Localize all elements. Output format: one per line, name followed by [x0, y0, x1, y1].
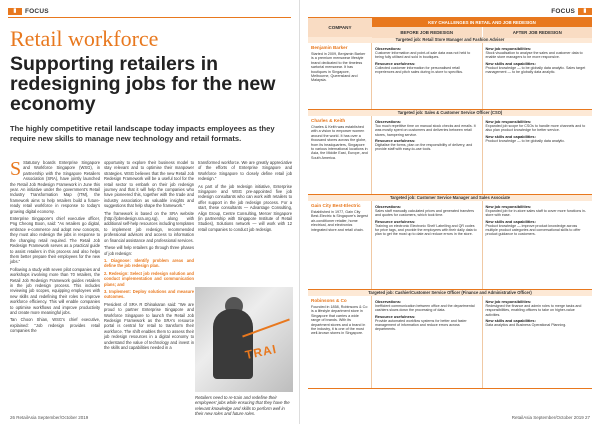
photo-caption: Retailers need to re-train and redefine their employees' jobs while ensuring that they have the relevant knowledge and skills to perform well in their new roles and future roles.: [195, 395, 290, 417]
table-section: [308, 110, 592, 195]
cell-text: Training on electronic Electronic Shelf Labelling and QR codes for price tags, and provide the employees with their daily data to plan to get the most up to date and reduce errors in the store.: [375, 223, 477, 237]
header-group: [372, 18, 592, 37]
drop-cap: S: [10, 158, 22, 180]
body-paragraph: The framework is based on the SRA website (http://jobredesign.sra.org.sg), along with additional self-help resources including templates to implement job redesign, recommended professional advisors and access to information on financial assistance and professional services.: [104, 210, 194, 243]
cell-text: Collected customer information for personalised retail experiences and pitch sales during in-store to specifics.: [375, 65, 464, 74]
phase-item: 3. Implement: Deploy solutions and measure outcomes.: [104, 288, 194, 300]
section-tag-right: [551, 7, 592, 15]
cell-heading: New job responsibilities:: [485, 119, 532, 124]
table-section: [308, 290, 592, 389]
section-tag-bar: ▮: [578, 8, 592, 15]
targeted-job-title: Targeted job: Retail Store Manager and Fashion Adviser: [308, 37, 592, 43]
cell-heading: Observations:: [375, 299, 402, 304]
table-row: [308, 43, 592, 109]
phase-item: 2. Redesign: Select job redesign solution and conduct implementation and communication plans; and: [104, 270, 194, 287]
body-paragraph: As part of the job redesign initiative, Enterprise Singapore and WSG pre-appointed five job redesign consultants who can work with retailers to offer support in the job redesign process. For a start, these consultants — Advantage Consulting, Align Group, Centre Consulting, Mercer Singapore (in partnership with Singapore Institute of Retail Studies), Solutions network — will work with 12 retail companies to conduct job redesign.: [198, 183, 292, 232]
company-cell: [308, 116, 372, 194]
right-page: [300, 0, 600, 424]
company-name: Gain City Best-Electric: [311, 203, 361, 208]
cell-text: Inefficient communication between office and the departmental cashiers slows down the processing of data.: [375, 304, 475, 313]
company-description: Started in 2009, Benjamin Barker is a premium menswear lifestyle brand dedicated to the timeless sartorial menswear. It has boutiques in Singapore, Melbourne, Queensland and Malaysia.: [311, 52, 366, 83]
job-redesign-table: [308, 17, 592, 389]
after-cell: [483, 201, 593, 289]
photo-figure-body: [213, 309, 253, 379]
body-column-1: [10, 160, 100, 336]
table-row: [308, 116, 592, 194]
cell-heading: New job responsibilities:: [485, 299, 532, 304]
page-folio-right: RetailAsia September/October 2019 27: [511, 415, 590, 420]
cell-heading: Resource usefulness:: [375, 60, 416, 66]
cell-text: Too much repetitive time on manual stock checks and emails. It was mostly spent on customers and deliveries between retail stores, hampering service.: [375, 124, 476, 137]
cell-heading: Observations:: [375, 46, 402, 51]
after-cell: [483, 43, 593, 109]
cell-heading: Resource usefulness:: [375, 137, 416, 143]
photo-word: TRAI: [243, 341, 279, 363]
cell-heading: New skills and capabilities:: [485, 218, 536, 224]
page-folio-left: 26 RetailAsia September/October 2019: [10, 415, 89, 420]
targeted-job-title: Targeted job: Customer Service Manager and Sales Associate: [308, 195, 592, 201]
body-paragraph: President of SRA R Dhinakaran said: "We are proud to partner Enterprise Singapore and Workforce Singapore to launch the Retail Job Redesign Framework as the SRA's resource portal is central for retail to transform their workforce. The shift enables them to assess their job redesign resources in a digital economy to understand the value of technology and invest in the skills and capabilities needed in a: [104, 301, 194, 350]
after-cell: [483, 296, 593, 388]
cell-text: Digitalise the forms, plan on the responsibility of delivery, and provide staff with easy-to-use tools.: [375, 142, 473, 152]
cell-text: Customer information and point-of-sale data was not held to being fully utilised and sold in boutiques.: [375, 51, 471, 60]
company-description: Established in 1977, Gain City Best-Electric is Singapore's largest air-conditioner retailer, home electrical, and electronics integrated store and retail chain.: [311, 210, 368, 232]
before-cell: [372, 43, 483, 109]
company-cell: [308, 201, 372, 289]
article-photo: [195, 287, 293, 392]
body-paragraph: Tan Choon Shian, WSG's chief executive, explained: "Job redesign provides retail companies the: [10, 317, 100, 334]
before-column-header: BEFORE JOB REDESIGN: [372, 27, 482, 38]
cell-heading: New job responsibilities:: [485, 204, 532, 209]
cell-text: Stock visualisation to analyse the sales and customer data to enable store managers to be more responsive.: [485, 51, 583, 60]
cell-text: Provide automated workflow systems for better and faster management of information and reduce errors across departments.: [375, 318, 467, 332]
cell-text: Data analytics and Business Operational Planning.: [485, 322, 567, 327]
cell-heading: New job responsibilities:: [485, 46, 532, 51]
cell-text: Expanded job scope for CSOs to handle more channels and to also plan product knowledge for better service.: [485, 124, 586, 133]
cell-text: Product knowledge — improve product knowledge across multiple product categories and conversational skills to offer product guidance to customers.: [485, 223, 581, 237]
table-header: [308, 17, 592, 37]
cell-heading: Observations:: [375, 204, 402, 209]
table-row: [308, 296, 592, 388]
company-description: Charles & Keith was established with a vision to empower women around the world. It has over a thousand stores across the globe, from its headquarters, Singapore to various international locations in Asia, the Middle East, Europe, and South America.: [311, 125, 368, 160]
cell-heading: Resource usefulness:: [375, 313, 416, 319]
section-tag-bar: ▮: [8, 8, 22, 15]
before-cell: [372, 201, 483, 289]
after-cell: [483, 116, 593, 194]
targeted-job-title: Targeted job: Cashier/Customer Service Officer (Finance and Administrative Officer): [308, 290, 592, 296]
before-cell: [372, 116, 483, 194]
phase-item: 1. Diagnose: Identify problem areas and define the job redesign plan.: [104, 257, 194, 269]
body-paragraph: opportunity to explore their business model to stay relevant and to optimise their manpower strategies. WSG believes that the new Retail Job Redesign Framework will be a useful tool for the retail sector to embark on their job redesign journey and that it will help the companies who have pioneered this, together with the trade and industry association as valuable insights and suggestions that help shape the framework.": [104, 160, 194, 209]
after-column-header: AFTER JOB REDESIGN: [482, 27, 593, 38]
company-description: Founded in 1858, Robinsons & Co is a lifestyle department store in Singapore that carries a wide range of brands. With its department stores and a brand in the industry, it is one of the most well-known stores in Singapore.: [311, 305, 368, 336]
body-paragraph: Enterprise Singapore's chief executive officer, Png Cheong Boon, said: "As retailers go digital, embrace e-commerce and adopt new concepts, they must also redesign the jobs in response to the changing retail required. The Retail Job Redesign Framework serves as a practical guide to assist retailers in this process and also helps them better prepare their employees for the new jobs.": [10, 216, 100, 265]
table-section: [308, 37, 592, 110]
company-name: Robinsons & Co: [311, 298, 347, 303]
company-cell: [308, 296, 372, 388]
body-paragraph: transformed workforce. We are greatly appreciative of the efforts of Enterprise Singapore and Workforce Singapore to closely define retail job redesign.": [198, 160, 292, 182]
body-column-3: [198, 160, 292, 234]
cell-heading: New skills and capabilities:: [485, 317, 536, 323]
body-paragraph: Following a study with seven pilot companies and workshops involving more than 70 retailers, the Retail Job Redesign Framework guides retailers in the job redesign process. This includes reviewing job scopes, equipping employees with new skills and redefining their roles to improve workforce efficiency. This will enable companies to optimise workflows and improve productivity and create more meaningful jobs.: [10, 266, 100, 315]
article-headline: Supporting retailers in redesigning jobs for the new economy: [10, 53, 276, 115]
article-kicker: Retail workforce: [10, 26, 159, 51]
company-name: Benjamin Barker: [311, 45, 348, 50]
cell-text: Sales staff manually calculated prices and generated transfers and quotes for customers, which took time.: [375, 209, 475, 218]
body-column-2: [104, 160, 194, 352]
key-challenges-header: KEY CHALLENGES IN RETAIL AND JOB REDESIGN: [372, 18, 592, 27]
cell-heading: Resource usefulness:: [375, 218, 416, 224]
cell-text: Product knowledge — to be globally data analytic. Sales target management — to be globally data analytic.: [485, 65, 586, 74]
cell-heading: Observations:: [375, 119, 402, 124]
table-section: [308, 195, 592, 290]
cell-heading: New skills and capabilities:: [485, 133, 536, 139]
cell-text: Expanded job for in-store sales staff to cover more functions in-store with ease.: [485, 209, 587, 218]
body-paragraph: These will help retailers go through three phases of job redesign:: [104, 245, 194, 256]
table-row: [308, 201, 592, 289]
section-tag-label: FOCUS: [25, 7, 49, 15]
cell-text: Redesigned the finance and admin roles to merge tasks and responsibilities, enabling officers to take on higher-value activities.: [485, 304, 582, 317]
section-tag-label: FOCUS: [551, 7, 575, 15]
article-standfirst: The highly competitive retail landscape today impacts employees as they require new skills to manage new technology and retail formats.: [10, 124, 275, 143]
company-column-header: COMPANY: [308, 18, 372, 37]
body-paragraph: S Statutory boards Enterprise Singapore and Workforce Singapore (WSG), in partnership with the Singapore Retailers Association (SRA), have jointly launched the Retail Job Redesign Framework in June this year. An initiative under the government's Retail Industry Transformation Map (ITM), the framework aims to help retailers build a future-ready retail workforce in response to today's growing digital economy.: [10, 158, 100, 214]
cell-heading: New skills and capabilities:: [485, 60, 536, 66]
company-name: Charles & Keith: [311, 118, 346, 123]
cell-text: Product knowledge — to be globally data analytic.: [485, 138, 566, 143]
company-cell: [308, 43, 372, 109]
before-cell: [372, 296, 483, 388]
targeted-job-title: Targeted job: Sales & Customer Service Officer (CSO): [308, 110, 592, 116]
section-tag-left: [8, 7, 49, 15]
top-rule: [8, 17, 291, 18]
